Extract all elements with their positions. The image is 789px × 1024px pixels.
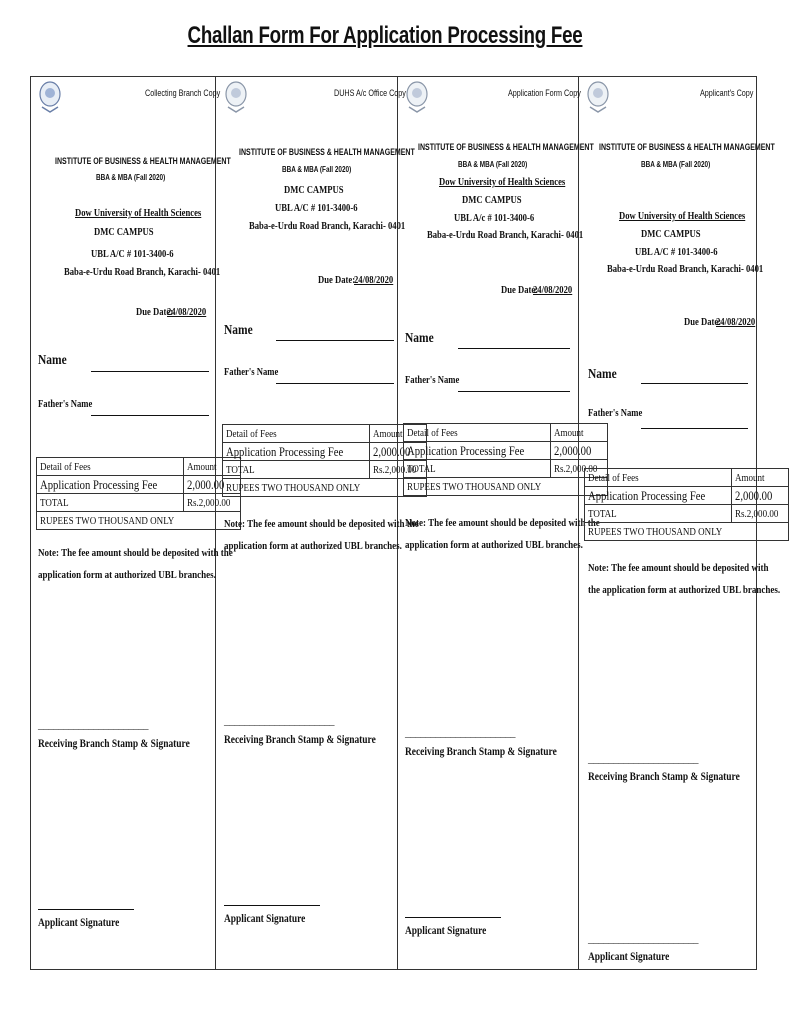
stamp-label: Receiving Branch Stamp & Signature [38, 738, 190, 750]
applicant-signature-line[interactable] [224, 905, 320, 906]
table-row: Detail of Fees Amount [585, 469, 789, 487]
table-row: Application Processing Fee 2,000.00 [37, 476, 241, 494]
campus-name: DMC CAMPUS [641, 229, 701, 240]
stamp-line: ______________________ [405, 727, 515, 739]
bank-branch: Baba-e-Urdu Road Branch, Karachi- 0401 [427, 230, 584, 241]
program-label: BBA & MBA (Fall 2020) [96, 173, 166, 182]
university-name: Dow University of Health Sciences [75, 208, 202, 219]
institute-name: INSTITUTE OF BUSINESS & HEALTH MANAGEMENT [239, 147, 415, 157]
fees-table [222, 424, 427, 497]
father-name-field-line[interactable] [641, 428, 748, 429]
deposit-note: Note: The fee amount should be deposited with the application form at authorized UBL branches. [405, 517, 600, 551]
bank-account: UBL A/C # 101-3400-6 [275, 203, 358, 214]
father-name-field-line[interactable] [91, 415, 209, 416]
copy-label: Application Form Copy [508, 88, 581, 98]
table-row: RUPEES TWO THOUSAND ONLY [404, 478, 608, 496]
campus-name: DMC CAMPUS [284, 185, 344, 196]
copy-application-form [398, 77, 600, 969]
stamp-label: Receiving Branch Stamp & Signature [405, 746, 557, 758]
applicant-signature-label: Applicant Signature [38, 917, 120, 929]
program-label: BBA & MBA (Fall 2020) [641, 160, 711, 169]
program-label: BBA & MBA (Fall 2020) [282, 165, 352, 174]
name-label: Name [405, 331, 434, 346]
father-name-label: Father's Name [588, 408, 643, 419]
fees-table [36, 457, 241, 530]
campus-name: DMC CAMPUS [462, 195, 522, 206]
stamp-label: Receiving Branch Stamp & Signature [224, 734, 376, 746]
due-date-value: 24/08/2020 [716, 317, 756, 328]
table-row: TOTAL Rs.2,000.00 [585, 505, 789, 523]
name-field-line[interactable] [458, 348, 570, 349]
name-label: Name [588, 367, 617, 382]
father-name-label: Father's Name [405, 375, 460, 386]
stamp-line: ______________________ [224, 715, 334, 727]
deposit-note: Note: The fee amount should be deposited with the application form at authorized UBL branches. [588, 562, 781, 596]
applicant-signature-label: Applicant Signature [588, 951, 670, 963]
name-label: Name [38, 353, 67, 368]
fees-table [403, 423, 608, 496]
name-field-line[interactable] [276, 340, 394, 341]
table-row: RUPEES TWO THOUSAND ONLY [223, 479, 427, 497]
university-logo-icon [405, 81, 429, 113]
bank-account: UBL A/C # 101-3400-6 [635, 247, 718, 258]
father-name-label: Father's Name [38, 399, 93, 410]
applicant-signature-line[interactable] [38, 909, 134, 910]
institute-name: INSTITUTE OF BUSINESS & HEALTH MANAGEMENT [55, 156, 231, 166]
father-name-field-line[interactable] [458, 391, 570, 392]
table-row: Detail of Fees Amount [404, 424, 608, 442]
university-logo-icon [224, 81, 248, 113]
table-row: RUPEES TWO THOUSAND ONLY [585, 523, 789, 541]
due-date-label: Due Date: [684, 317, 722, 328]
applicant-signature-label: Applicant Signature [405, 925, 487, 937]
bank-account: UBL A/c # 101-3400-6 [454, 213, 535, 224]
institute-name: INSTITUTE OF BUSINESS & HEALTH MANAGEMENT [599, 142, 775, 152]
bank-branch: Baba-e-Urdu Road Branch, Karachi- 0401 [64, 267, 221, 278]
father-name-field-line[interactable] [276, 383, 394, 384]
university-name: Dow University of Health Sciences [439, 177, 566, 188]
page-title: Challan Form For Application Processing Fee [187, 22, 583, 49]
table-row: Detail of Fees Amount [223, 425, 427, 443]
table-row: Detail of Fees Amount [37, 458, 241, 476]
university-logo-icon [586, 81, 610, 113]
bank-branch: Baba-e-Urdu Road Branch, Karachi- 0401 [607, 264, 764, 275]
copy-label: Collecting Branch Copy [145, 88, 221, 98]
stamp-label: Receiving Branch Stamp & Signature [588, 771, 740, 783]
due-date-value: 24/08/2020 [533, 285, 573, 296]
bank-branch: Baba-e-Urdu Road Branch, Karachi- 0401 [249, 221, 406, 232]
institute-name: INSTITUTE OF BUSINESS & HEALTH MANAGEMENT [418, 142, 594, 152]
bank-account: UBL A/C # 101-3400-6 [91, 249, 174, 260]
table-row: Application Processing Fee 2,000.00 [585, 487, 789, 505]
due-date-value: 24/08/2020 [354, 275, 394, 286]
university-logo-icon [38, 81, 62, 113]
copy-label: Applicant's Copy [700, 88, 754, 98]
name-field-line[interactable] [641, 383, 748, 384]
due-date-label: Due Date: [136, 307, 174, 318]
campus-name: DMC CAMPUS [94, 227, 154, 238]
copy-label: DUHS A/c Office Copy [334, 88, 406, 98]
name-field-line[interactable] [91, 371, 209, 372]
name-label: Name [224, 323, 253, 338]
stamp-line: ______________________ [38, 719, 148, 731]
table-row: RUPEES TWO THOUSAND ONLY [37, 512, 241, 530]
deposit-note: Note: The fee amount should be deposited with the application form at authorized UBL branches. [224, 518, 419, 552]
due-date-label: Due Date: [501, 285, 539, 296]
father-name-label: Father's Name [224, 367, 279, 378]
copy-collecting-branch [31, 77, 233, 969]
table-row: Application Processing Fee 2,000.00 [404, 442, 608, 460]
university-name: Dow University of Health Sciences [619, 211, 746, 222]
program-label: BBA & MBA (Fall 2020) [458, 160, 528, 169]
copy-duhs-office [216, 77, 419, 969]
table-row: TOTAL Rs.2,000.00 [37, 494, 241, 512]
table-row: TOTAL Rs.2,000.00 [223, 461, 427, 479]
applicant-signature-line[interactable]: ______________________ [588, 933, 698, 945]
table-row: Application Processing Fee 2,000.00 [223, 443, 427, 461]
fees-table [584, 468, 789, 541]
challan-frame [30, 76, 781, 970]
stamp-line: ______________________ [588, 753, 698, 765]
copy-applicant [579, 77, 781, 969]
due-date-label: Due Date: [318, 275, 356, 286]
deposit-note: Note: The fee amount should be deposited with the application form at authorized UBL branches. [38, 547, 233, 581]
applicant-signature-line[interactable] [405, 917, 501, 918]
applicant-signature-label: Applicant Signature [224, 913, 306, 925]
due-date-value: 24/08/2020 [167, 307, 207, 318]
table-row: TOTAL Rs.2,000.00 [404, 460, 608, 478]
